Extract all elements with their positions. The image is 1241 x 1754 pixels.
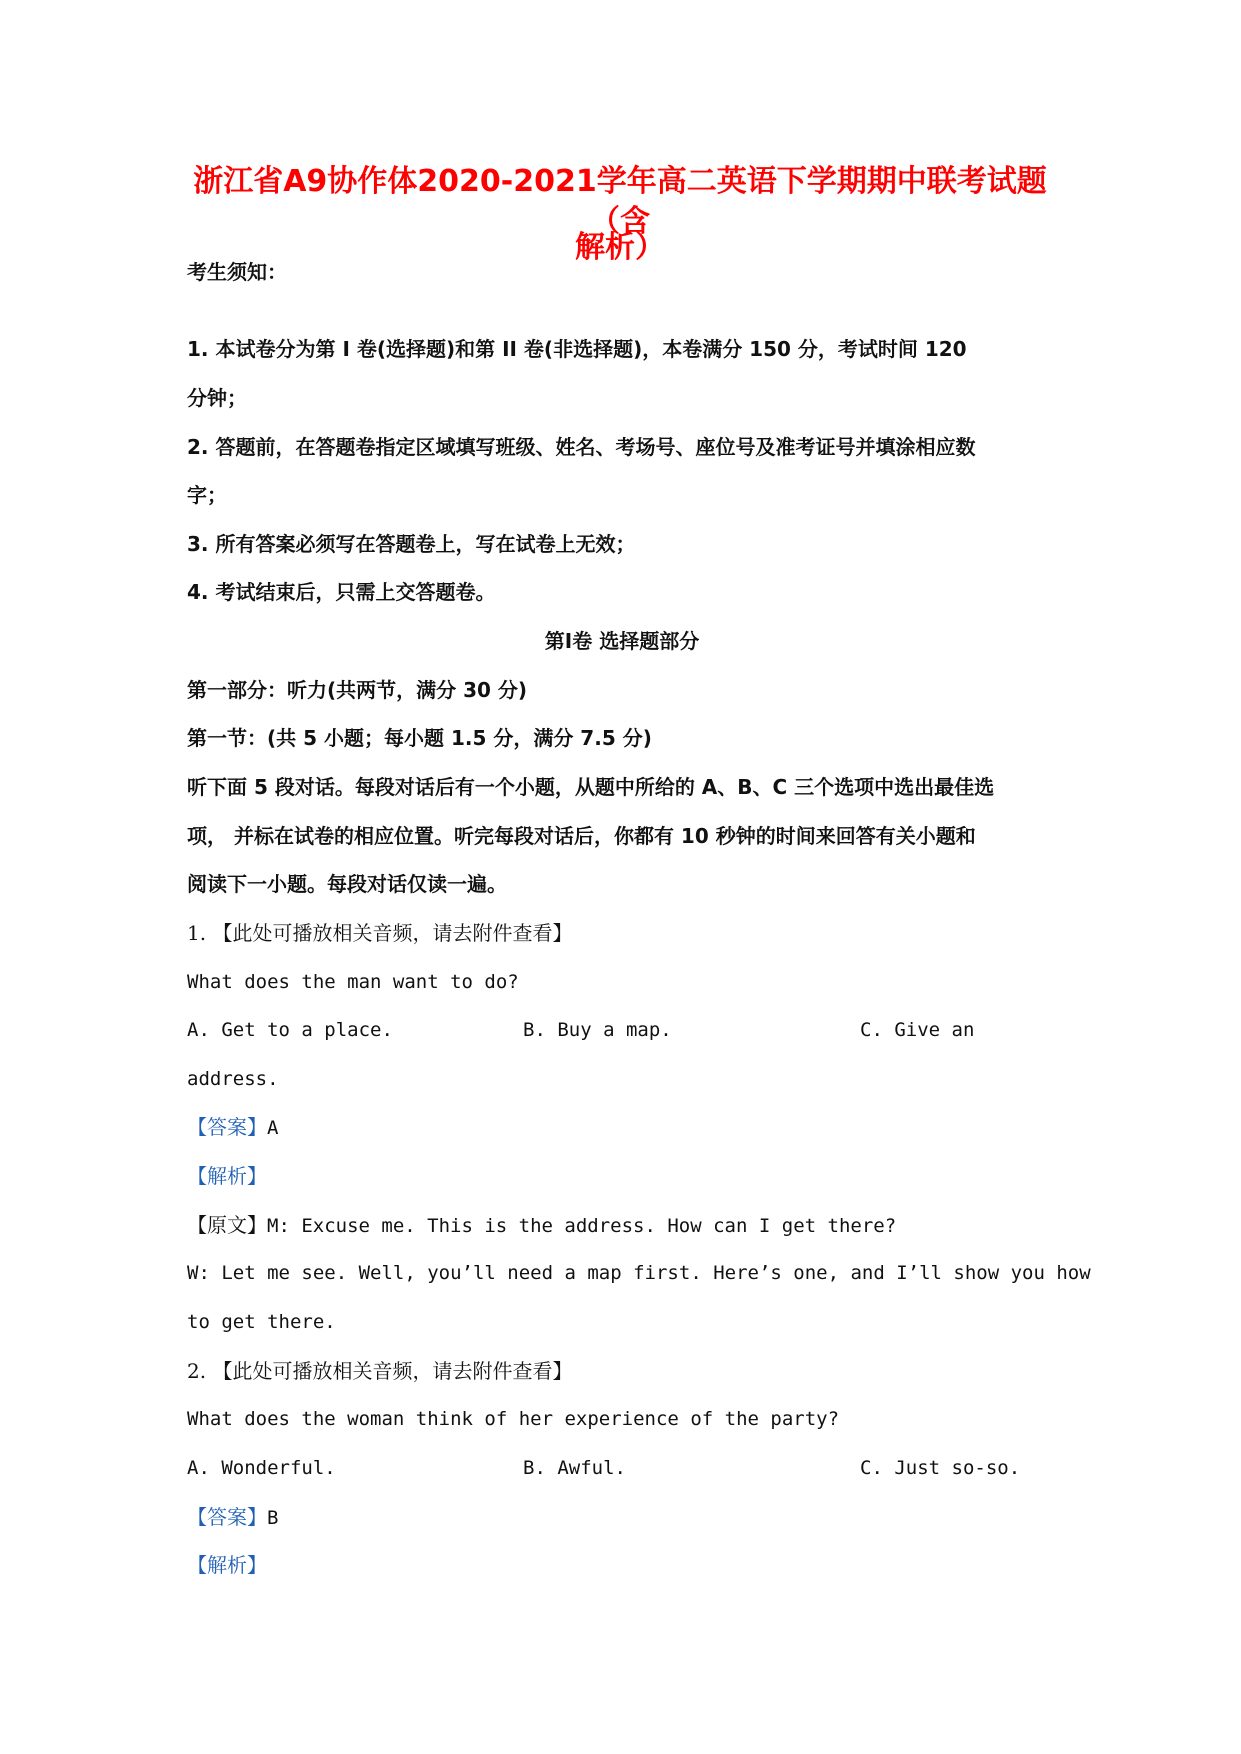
q2-analysis-label: 【解析】 xyxy=(187,1553,267,1577)
answer-value: A xyxy=(267,1117,279,1139)
document-title-line1: 浙江省A9协作体2020-2021学年高二英语下学期期中联考试题（含 xyxy=(193,164,1047,239)
q1-audio-note: 1. 【此处可播放相关音频，请去附件查看】 xyxy=(187,921,573,945)
section-1-heading: 第一节：(共 5 小题；每小题 1.5 分，满分 7.5 分) xyxy=(187,726,652,750)
q1-option-c-cont: address. xyxy=(187,1068,279,1090)
notice-heading: 考生须知： xyxy=(187,260,287,284)
q2-option-b: B. Awful. xyxy=(523,1457,626,1479)
q2-option-a: A. Wonderful. xyxy=(187,1457,336,1479)
answer-label: 【答案】 xyxy=(187,1115,267,1139)
notice-item-1-cont: 分钟； xyxy=(187,386,247,410)
instructions-line-1: 听下面 5 段对话。每段对话后有一个小题，从题中所给的 A、B、C 三个选项中选出最佳选 xyxy=(187,775,995,799)
document-title-line2: 解析） xyxy=(575,230,665,265)
answer-label: 【答案】 xyxy=(187,1505,267,1529)
q1-original-line-3: to get there. xyxy=(187,1311,336,1333)
q2-question: What does the woman think of her experience of the party? xyxy=(187,1408,840,1430)
q1-option-b: B. Buy a map. xyxy=(523,1019,672,1041)
notice-item-3: 3. 所有答案必须写在答题卷上，写在试卷上无效； xyxy=(187,532,636,556)
part-1-heading: 第一部分：听力(共两节，满分 30 分) xyxy=(187,678,528,702)
notice-item-2-cont: 字； xyxy=(187,483,227,507)
q1-original-line-1 xyxy=(187,1210,1057,1241)
q2-answer xyxy=(187,1502,1057,1533)
volume-title: 第Ⅰ卷 选择题部分 xyxy=(544,629,700,653)
q2-audio-note: 2. 【此处可播放相关音频，请去附件查看】 xyxy=(187,1359,573,1383)
q1-option-a: A. Get to a place. xyxy=(187,1019,393,1041)
original-label: 【原文】 xyxy=(187,1213,267,1237)
original-text: M: Excuse me. This is the address. How can I get there? xyxy=(267,1215,897,1237)
instructions-line-3: 阅读下一小题。每段对话仅读一遍。 xyxy=(187,872,507,896)
answer-value: B xyxy=(267,1507,279,1529)
q1-answer xyxy=(187,1112,1057,1143)
q1-original-line-2: W: Let me see. Well, you’ll need a map first. Here’s one, and I’ll show you how xyxy=(187,1262,1091,1284)
notice-item-4: 4. 考试结束后，只需上交答题卷。 xyxy=(187,580,496,604)
q1-analysis-label: 【解析】 xyxy=(187,1164,267,1188)
instructions-line-2: 项， 并标在试卷的相应位置。听完每段对话后，你都有 10 秒钟的时间来回答有关小题和 xyxy=(187,824,976,848)
notice-item-2: 2. 答题前，在答题卷指定区域填写班级、姓名、考场号、座位号及准考证号并填涂相应数 xyxy=(187,435,976,459)
q2-option-c: C. Just so-so. xyxy=(860,1457,1021,1479)
notice-item-1: 1. 本试卷分为第 I 卷(选择题)和第 II 卷(非选择题)，本卷满分 150 分，考试时间 120 xyxy=(187,337,967,361)
q1-option-c: C. Give an xyxy=(860,1019,975,1041)
q1-question: What does the man want to do? xyxy=(187,971,519,993)
